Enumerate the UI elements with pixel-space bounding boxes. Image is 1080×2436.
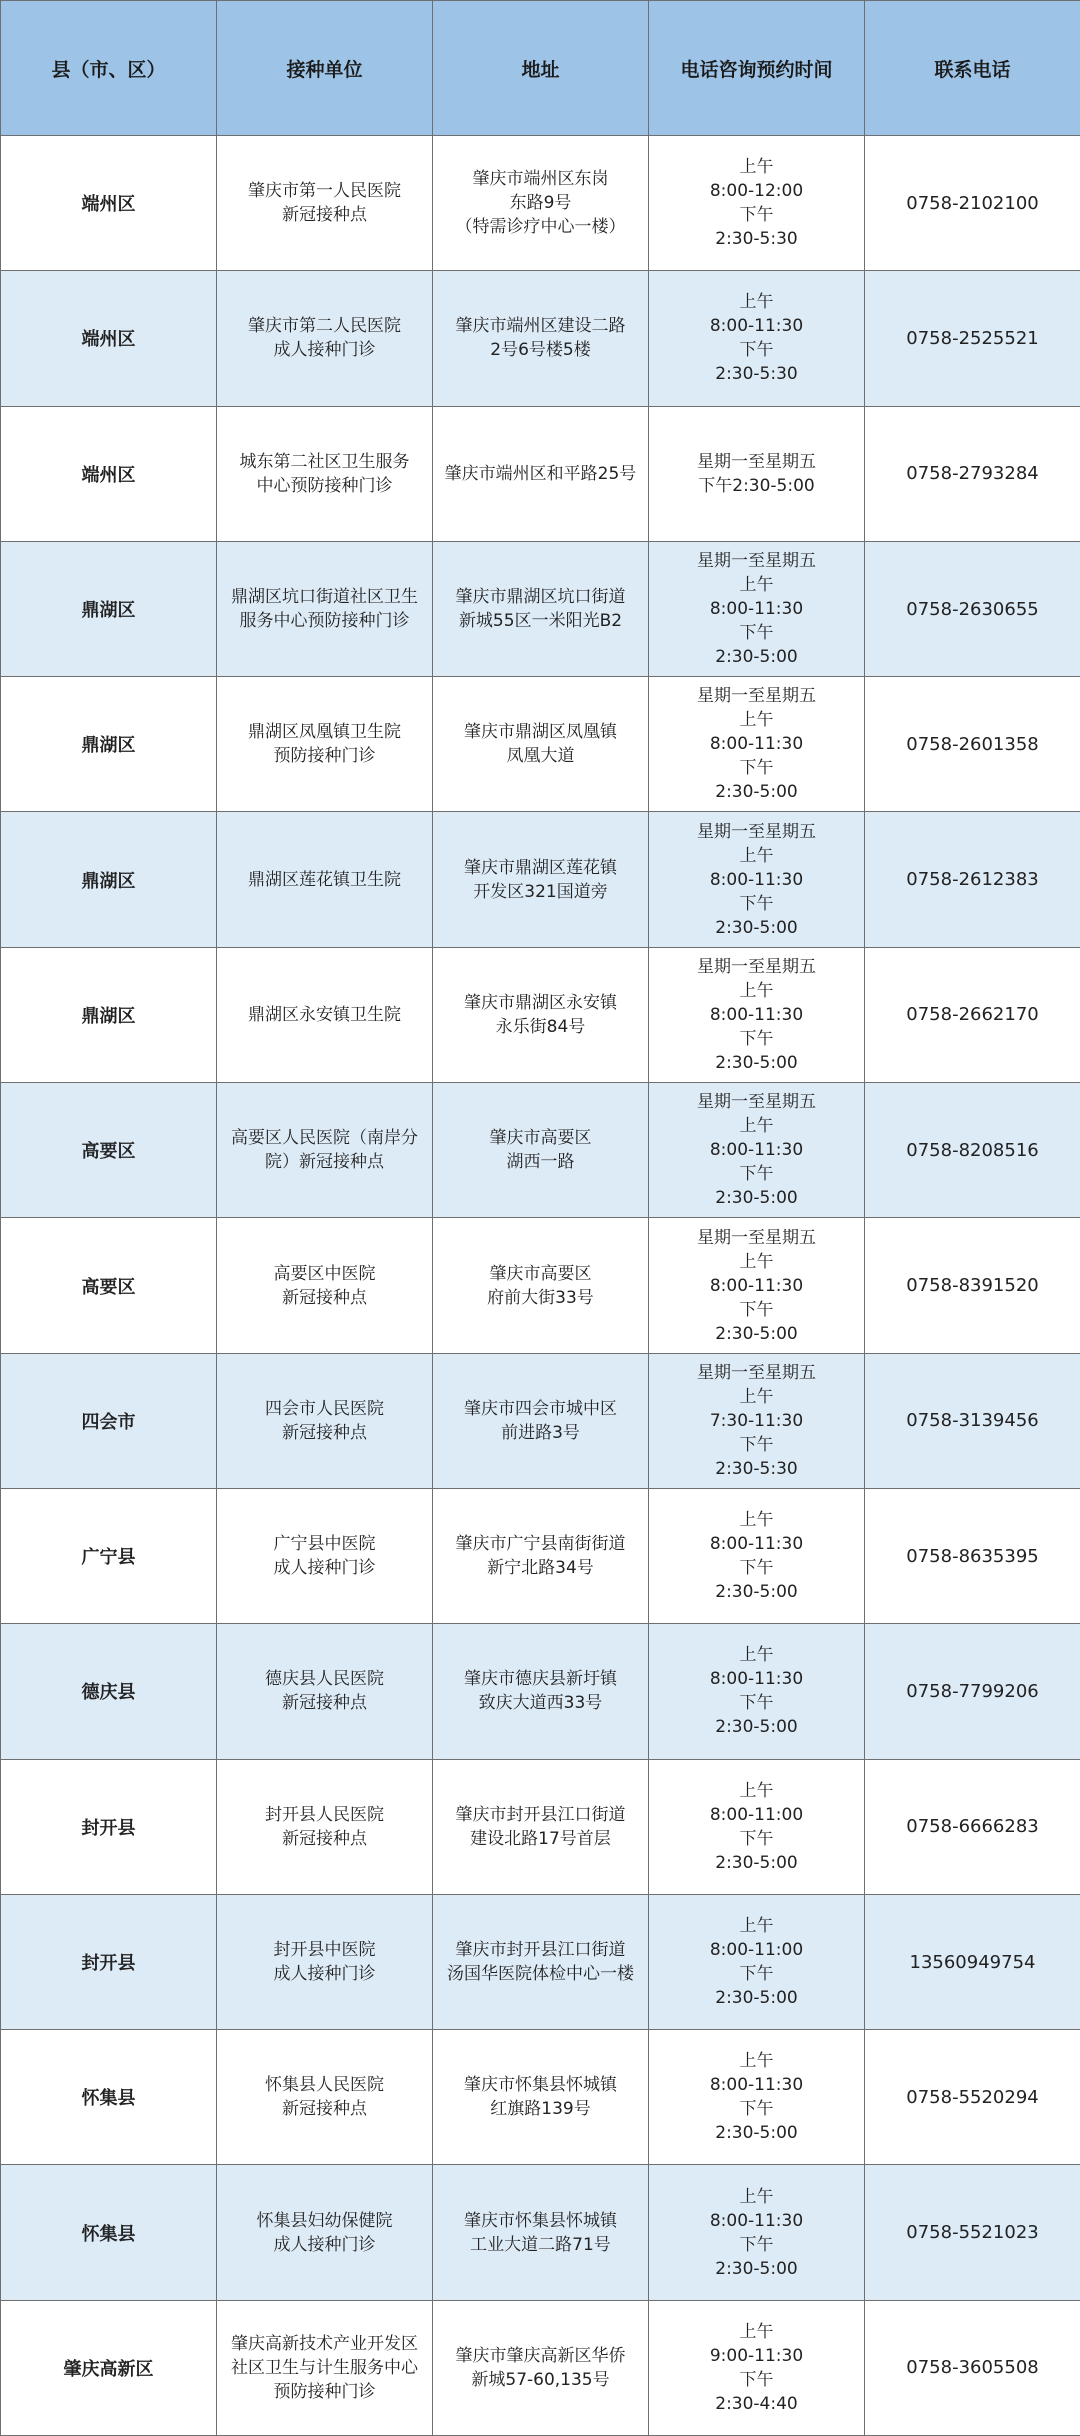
address-line: 肇庆市鼎湖区凤凰镇 (464, 722, 617, 743)
district-cell: 封开县 (1, 1759, 217, 1894)
address-line: （特需诊疗中心一楼） (455, 217, 626, 238)
address-line: 肇庆市鼎湖区坑口街道 (455, 587, 626, 608)
time-line: 星期一至星期五 (697, 451, 816, 472)
district-cell: 高要区 (1, 1218, 217, 1353)
table-row (1, 541, 1080, 676)
unit-line: 肇庆市第二人民医院 (248, 316, 401, 337)
unit-cell (217, 2300, 433, 2435)
unit-cell (217, 1894, 433, 2029)
time-line: 7:30-11:30 (709, 1410, 804, 1431)
address-line: 肇庆市怀集县怀城镇 (464, 2210, 617, 2231)
unit-cell (217, 1488, 433, 1623)
address-line: 建设北路17号首层 (470, 1828, 611, 1849)
time-line: 2:30-5:00 (715, 647, 798, 668)
time-line: 上午 (739, 1916, 774, 1936)
address-cell (433, 1759, 649, 1894)
district-cell: 鼎湖区 (1, 541, 217, 676)
time-line: 上午 (739, 2321, 774, 2342)
address-line: 肇庆市鼎湖区莲花镇 (464, 857, 617, 878)
time-line: 8:00-12:00 (709, 181, 804, 202)
address-line: 肇庆市端州区和平路25号 (444, 463, 637, 484)
unit-line: 鼎湖区坑口街道社区卫生 (231, 587, 418, 608)
unit-line: 预防接种门诊 (273, 2381, 376, 2402)
time-line: 星期一至星期五 (697, 1362, 816, 1383)
time-line: 上午 (739, 1510, 774, 1531)
time-cell (649, 2300, 865, 2435)
unit-line: 四会市人民医院 (265, 1398, 384, 1419)
time-line: 2:30-5:00 (715, 1323, 798, 1344)
time-line: 上午 (739, 1645, 774, 1666)
address-line: 前进路3号 (501, 1422, 580, 1443)
address-line: 致庆大道西33号 (478, 1693, 603, 1714)
table-row (1, 406, 1080, 541)
table-row (1, 1759, 1080, 1894)
time-line: 下午2:30-5:00 (698, 475, 815, 496)
district-cell: 鼎湖区 (1, 947, 217, 1082)
time-line: 8:00-11:30 (709, 2210, 804, 2231)
time-line: 星期一至星期五 (697, 1092, 816, 1113)
phone-cell: 0758-6666283 (865, 1759, 1080, 1894)
unit-cell (217, 2030, 433, 2165)
time-line: 星期一至星期五 (697, 1227, 816, 1248)
time-line: 8:00-11:30 (709, 869, 804, 890)
unit-line: 新冠接种点 (282, 1828, 367, 1849)
time-cell (649, 541, 865, 676)
table-row (1, 677, 1080, 812)
time-line: 下午 (739, 1028, 774, 1049)
time-line: 2:30-5:00 (715, 1188, 798, 1209)
district-cell: 端州区 (1, 406, 217, 541)
time-line: 2:30-5:30 (715, 229, 798, 250)
district-cell: 端州区 (1, 136, 217, 271)
time-cell (649, 947, 865, 1082)
unit-line: 德庆县人民医院 (265, 1669, 384, 1690)
unit-line: 鼎湖区凤凰镇卫生院 (248, 722, 401, 743)
time-line: 8:00-11:30 (709, 1275, 804, 1296)
unit-cell (217, 947, 433, 1082)
phone-cell: 0758-8208516 (865, 1083, 1080, 1218)
table-row (1, 2165, 1080, 2300)
phone-cell: 0758-5521023 (865, 2165, 1080, 2300)
table-row (1, 1488, 1080, 1623)
phone-cell: 0758-8635395 (865, 1488, 1080, 1623)
unit-line: 中心预防接种门诊 (256, 475, 393, 496)
time-line: 8:00-11:30 (709, 1669, 804, 1690)
time-line: 上午 (739, 575, 774, 596)
unit-line: 肇庆高新技术产业开发区 (231, 2333, 418, 2354)
unit-line: 鼎湖区永安镇卫生院 (248, 1004, 401, 1025)
time-cell (649, 1624, 865, 1759)
unit-line: 肇庆市第一人民医院 (248, 181, 401, 202)
header-time: 电话咨询预约时间 (649, 1, 865, 136)
phone-cell: 0758-2525521 (865, 271, 1080, 406)
unit-cell (217, 812, 433, 947)
time-line: 上午 (739, 845, 774, 866)
time-line: 8:00-11:00 (709, 1804, 804, 1825)
header-address: 地址 (433, 1, 649, 136)
address-line: 肇庆市四会市城中区 (464, 1398, 617, 1419)
district-cell: 德庆县 (1, 1624, 217, 1759)
time-line: 下午 (739, 758, 774, 779)
district-cell: 肇庆高新区 (1, 2300, 217, 2435)
address-cell (433, 1488, 649, 1623)
time-line: 8:00-11:30 (709, 1004, 804, 1025)
time-line: 上午 (739, 2051, 774, 2072)
time-line: 上午 (739, 710, 774, 731)
unit-line: 怀集县妇幼保健院 (256, 2210, 393, 2231)
time-line: 2:30-5:00 (715, 1717, 798, 1738)
time-line: 8:00-11:30 (709, 599, 804, 620)
time-cell (649, 406, 865, 541)
header-district: 县（市、区） (1, 1, 217, 136)
address-cell (433, 1083, 649, 1218)
time-line: 8:00-11:30 (709, 734, 804, 755)
unit-cell (217, 406, 433, 541)
phone-cell: 0758-2102100 (865, 136, 1080, 271)
unit-cell (217, 1624, 433, 1759)
unit-line: 新冠接种点 (282, 1693, 367, 1714)
unit-line: 新冠接种点 (282, 1287, 367, 1308)
table-header-row (1, 1, 1080, 136)
time-cell (649, 677, 865, 812)
unit-cell (217, 271, 433, 406)
time-line: 8:00-11:30 (709, 1140, 804, 1161)
address-line: 肇庆市广宁县南街街道 (455, 1534, 626, 1555)
address-line: 新宁北路34号 (487, 1558, 594, 1579)
address-line: 肇庆市端州区建设二路 (455, 316, 626, 337)
unit-line: 鼎湖区莲花镇卫生院 (248, 869, 401, 890)
table-row (1, 812, 1080, 947)
time-cell (649, 1759, 865, 1894)
time-cell (649, 1218, 865, 1353)
address-line: 府前大街33号 (487, 1287, 594, 1308)
unit-line: 成人接种门诊 (273, 340, 376, 361)
table-row (1, 1083, 1080, 1218)
phone-cell: 0758-2601358 (865, 677, 1080, 812)
address-cell (433, 1353, 649, 1488)
time-line: 2:30-5:00 (715, 2258, 798, 2279)
time-line: 下午 (739, 1964, 774, 1984)
unit-cell (217, 1083, 433, 1218)
address-line: 肇庆市肇庆高新区华侨 (455, 2345, 626, 2366)
time-line: 下午 (739, 1828, 774, 1849)
time-cell (649, 812, 865, 947)
time-line: 下午 (739, 2369, 774, 2390)
time-line: 上午 (739, 980, 774, 1001)
phone-cell: 0758-2612383 (865, 812, 1080, 947)
table-row (1, 136, 1080, 271)
unit-line: 成人接种门诊 (273, 1558, 376, 1579)
time-cell (649, 1083, 865, 1218)
address-cell (433, 1894, 649, 2029)
table-row (1, 1218, 1080, 1353)
phone-cell: 0758-2630655 (865, 541, 1080, 676)
address-cell (433, 812, 649, 947)
time-line: 下午 (739, 893, 774, 914)
time-line: 2:30-5:00 (715, 2123, 798, 2144)
time-line: 2:30-5:00 (715, 1582, 798, 1603)
unit-cell (217, 1759, 433, 1894)
time-line: 上午 (739, 2186, 774, 2207)
unit-line: 社区卫生与计生服务中心 (231, 2357, 418, 2378)
unit-cell (217, 2165, 433, 2300)
address-line: 红旗路139号 (490, 2099, 591, 2120)
time-line: 上午 (739, 292, 774, 313)
address-line: 湖西一路 (506, 1152, 575, 1173)
time-cell (649, 1353, 865, 1488)
phone-cell: 0758-7799206 (865, 1624, 1080, 1759)
address-line: 肇庆市鼎湖区永安镇 (464, 992, 617, 1013)
time-cell (649, 1894, 865, 2029)
address-cell (433, 406, 649, 541)
phone-cell: 13560949754 (865, 1894, 1080, 2029)
unit-cell (217, 677, 433, 812)
district-cell: 鼎湖区 (1, 812, 217, 947)
unit-cell (217, 1218, 433, 1353)
unit-line: 院）新冠接种点 (265, 1152, 384, 1173)
address-line: 永乐街84号 (495, 1016, 586, 1037)
unit-line: 怀集县人民医院 (265, 2075, 384, 2096)
address-line: 肇庆市高要区 (489, 1263, 592, 1284)
time-cell (649, 271, 865, 406)
address-line: 新城55区一米阳光B2 (458, 611, 623, 632)
phone-cell: 0758-3139456 (865, 1353, 1080, 1488)
time-line: 上午 (739, 157, 774, 178)
address-line: 开发区321国道旁 (473, 881, 608, 902)
address-line: 2号6号楼5楼 (490, 340, 591, 361)
time-line: 下午 (739, 623, 774, 644)
address-cell (433, 2030, 649, 2165)
time-cell (649, 2030, 865, 2165)
address-cell (433, 136, 649, 271)
unit-cell (217, 541, 433, 676)
time-line: 下午 (739, 2234, 774, 2255)
time-line: 星期一至星期五 (697, 956, 816, 977)
time-line: 2:30-5:30 (715, 1458, 798, 1479)
time-line: 2:30-5:00 (715, 1852, 798, 1873)
time-line: 2:30-5:00 (715, 1988, 798, 2008)
table-row (1, 947, 1080, 1082)
district-cell: 鼎湖区 (1, 677, 217, 812)
time-line: 8:00-11:30 (709, 316, 804, 337)
address-line: 凤凰大道 (506, 746, 575, 767)
time-line: 下午 (739, 1558, 774, 1579)
phone-cell: 0758-5520294 (865, 2030, 1080, 2165)
district-cell: 端州区 (1, 271, 217, 406)
time-line: 下午 (739, 2099, 774, 2120)
address-cell (433, 2165, 649, 2300)
district-cell: 封开县 (1, 1894, 217, 2029)
time-line: 星期一至星期五 (697, 551, 816, 572)
unit-line: 服务中心预防接种门诊 (239, 611, 410, 632)
unit-line: 成人接种门诊 (273, 2234, 376, 2255)
district-cell: 高要区 (1, 1083, 217, 1218)
time-cell (649, 136, 865, 271)
time-line: 2:30-5:00 (715, 782, 798, 803)
unit-cell (217, 1353, 433, 1488)
time-line: 9:00-11:30 (709, 2345, 804, 2366)
table-row (1, 271, 1080, 406)
time-line: 上午 (739, 1251, 774, 1272)
time-cell (649, 1488, 865, 1623)
address-line: 新城57-60,135号 (471, 2369, 610, 2390)
time-line: 下午 (739, 1693, 774, 1714)
table-row (1, 1624, 1080, 1759)
time-line: 8:00-11:00 (709, 1940, 804, 1960)
district-cell: 怀集县 (1, 2165, 217, 2300)
address-line: 肇庆市怀集县怀城镇 (464, 2075, 617, 2096)
unit-line: 城东第二社区卫生服务 (239, 451, 410, 472)
phone-cell: 0758-8391520 (865, 1218, 1080, 1353)
header-unit: 接种单位 (217, 1, 433, 136)
time-line: 2:30-5:00 (715, 917, 798, 938)
address-cell (433, 2300, 649, 2435)
address-cell (433, 271, 649, 406)
time-line: 下午 (739, 1164, 774, 1185)
time-line: 2:30-5:00 (715, 1052, 798, 1073)
address-cell (433, 1624, 649, 1759)
time-line: 8:00-11:30 (709, 2075, 804, 2096)
time-line: 星期一至星期五 (697, 686, 816, 707)
address-line: 肇庆市德庆县新圩镇 (464, 1669, 617, 1690)
district-cell: 广宁县 (1, 1488, 217, 1623)
table-row (1, 2030, 1080, 2165)
unit-line: 高要区中医院 (273, 1263, 376, 1284)
time-line: 上午 (739, 1780, 774, 1801)
table-row (1, 2300, 1080, 2435)
address-cell (433, 947, 649, 1082)
unit-line: 封开县中医院 (273, 1940, 376, 1960)
address-cell (433, 541, 649, 676)
unit-line: 新冠接种点 (282, 205, 367, 226)
time-line: 下午 (739, 205, 774, 226)
address-line: 肇庆市封开县江口街道 (455, 1940, 626, 1960)
district-cell: 怀集县 (1, 2030, 217, 2165)
address-line: 肇庆市端州区东岗 (472, 169, 609, 190)
unit-line: 新冠接种点 (282, 1422, 367, 1443)
address-line: 汤国华医院体检中心一楼 (447, 1964, 634, 1984)
unit-line: 预防接种门诊 (273, 746, 376, 767)
time-line: 下午 (739, 1434, 774, 1455)
header-phone: 联系电话 (865, 1, 1080, 136)
unit-line: 新冠接种点 (282, 2099, 367, 2120)
address-cell (433, 677, 649, 812)
unit-line: 封开县人民医院 (265, 1804, 384, 1825)
address-line: 肇庆市高要区 (489, 1128, 592, 1149)
time-line: 上午 (739, 1386, 774, 1407)
address-line: 肇庆市封开县江口街道 (455, 1804, 626, 1825)
time-line: 上午 (739, 1116, 774, 1137)
address-line: 东路9号 (509, 193, 572, 214)
unit-line: 广宁县中医院 (273, 1534, 376, 1555)
unit-cell (217, 136, 433, 271)
district-cell: 四会市 (1, 1353, 217, 1488)
table-row (1, 1894, 1080, 2029)
table-row (1, 1353, 1080, 1488)
phone-cell: 0758-2662170 (865, 947, 1080, 1082)
time-line: 8:00-11:30 (709, 1534, 804, 1555)
phone-cell: 0758-2793284 (865, 406, 1080, 541)
address-line: 工业大道二路71号 (470, 2234, 611, 2255)
time-cell (649, 2165, 865, 2300)
time-line: 下午 (739, 340, 774, 361)
time-line: 星期一至星期五 (697, 821, 816, 842)
unit-line: 高要区人民医院（南岸分 (231, 1128, 418, 1149)
address-cell (433, 1218, 649, 1353)
time-line: 2:30-5:30 (715, 364, 798, 385)
time-line: 下午 (739, 1299, 774, 1320)
phone-cell: 0758-3605508 (865, 2300, 1080, 2435)
time-line: 2:30-4:40 (715, 2393, 798, 2414)
unit-line: 成人接种门诊 (273, 1964, 376, 1984)
